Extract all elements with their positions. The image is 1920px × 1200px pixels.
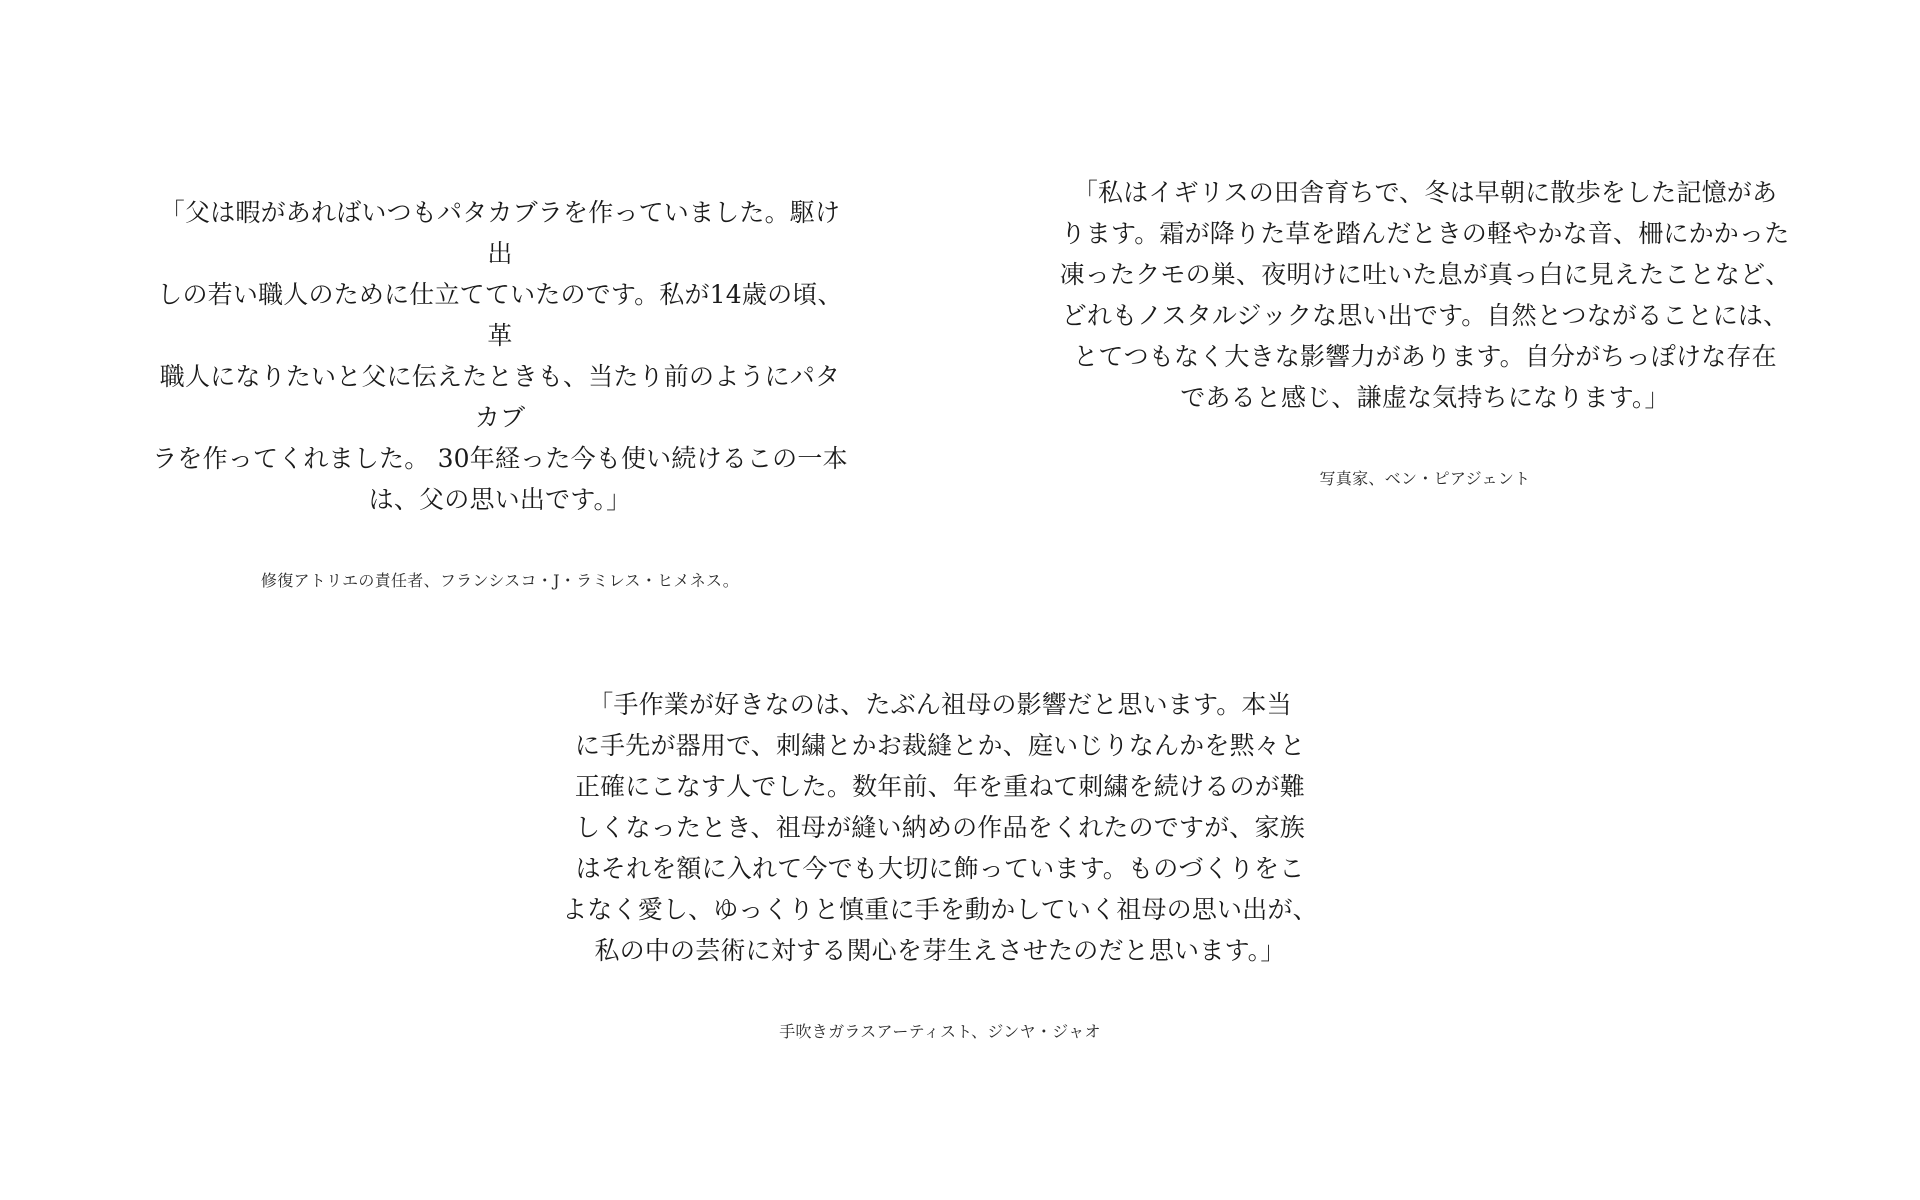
testimonial-quote: 「父は暇があればいつもパタカブラを作っていました。駆け出 しの若い職人のために仕立てていたのです。私が14歳の頃、革 職人になりたいと父に伝えたときも、当たり前のようにパタカブ ラを作ってくれました。 30年経った今も使い続けるこの一本 は、父の思い出です。」 (152, 198, 848, 514)
testimonial-attribution: 修復アトリエの責任者、フランシスコ・J・ラミレス・ヒメネス。 (260, 571, 740, 590)
testimonial-quote: 「手作業が好きなのは、たぶん祖母の影響だと思います。本当 に手先が器用で、刺繍とかお裁縫とか、庭いじりなんかを黙々と 正確にこなす人でした。数年前、年を重ねて刺繍を続けるのが難 しくなったとき、祖母が縫い納めの作品をくれたのですが、家族 はそれを額に入れて今でも大切に飾っています。ものづくりをこ よなく愛し、ゆっくりと慎重に手を動かしていく祖母の思い出が、 私の中の芸術に対する関心を芽生えさせたのだと思います。」 (562, 690, 1318, 965)
testimonial-zhao (560, 684, 1320, 1043)
testimonial-attribution: 手吹きガラスアーティスト、ジンヤ・ジャオ (779, 1022, 1101, 1041)
testimonial-quote: 「私はイギリスの田舎育ちで、冬は早朝に散歩をした記憶があ ります。霜が降りた草を踏んだときの軽やかな音、柵にかかった 凍ったクモの巣、夜明けに吐いた息が真っ白に見えたことなど、 どれもノスタルジックな思い出です。自然とつながることには、 とてつもなく大きな影響力があります。自分がちっぽけな存在 であると感じ、謙虚な気持ちになります。」 (1059, 178, 1791, 412)
testimonial-attribution: 写真家、ベン・ピアジェント (1319, 469, 1531, 488)
testimonial-ramirez (150, 192, 850, 592)
testimonial-piagent (1055, 172, 1795, 490)
